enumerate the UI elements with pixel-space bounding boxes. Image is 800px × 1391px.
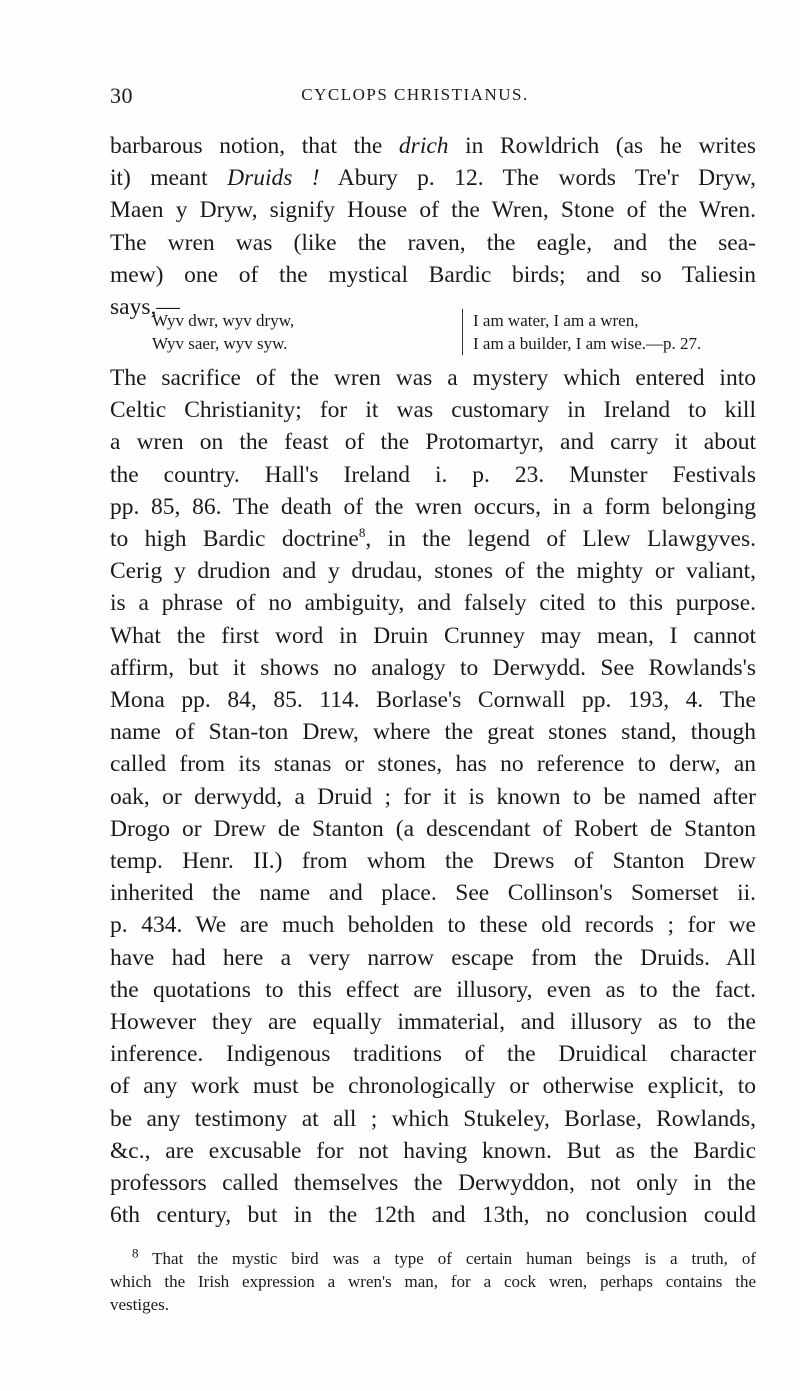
text-line: &c., are excusable for not having known. But as the Bardic [110,1137,756,1164]
text-line: mew) one of the mystical Bardic birds; and so Taliesin [110,261,756,288]
text-line: 6th century, but in the 12th and 13th, no conclusion could [110,1202,756,1229]
running-title: CYCLOPS CHRISTIANUS. [301,85,529,104]
text-line: pp. 85, 86. The death of the wren occurs, in a form belonging [110,493,756,520]
footnote-reference: 8 [358,525,366,541]
footnote-line: vestiges. [110,1295,170,1314]
text-line: have had here a very narrow escape from the Druids. All [110,944,756,971]
text-line: Maen y Dryw, signify House of the Wren, Stone of the Wren. [110,197,756,224]
text-line: inherited the name and place. See Collinson's Somerset ii. [110,880,756,907]
text-line: temp. Henr. II.) from whom the Drews of Stanton Drew [110,848,756,875]
text-line: professors called themselves the Derwyddon, not only in the [110,1170,756,1197]
text-line: the country. Hall's Ireland i. p. 23. Munster Festivals [110,461,756,488]
text-line: the quotations to this effect are illusory, even as to the fact. [110,976,756,1003]
text-line: Mona pp. 84, 85. 114. Borlase's Cornwall pp. 193, 4. The [110,687,756,714]
text-line: The wren was (like the raven, the eagle, and the sea- [110,229,756,256]
footnote-line: which the Irish expression a wren's man, for a cock wren, perhaps contains the [110,1272,756,1291]
text-line: p. 434. We are much beholden to these old records ; for we [110,912,756,939]
text-line: Cerig y drudion and y drudau, stones of the mighty or valiant, [110,558,756,585]
text-line: a wren on the feast of the Protomartyr, and carry it about [110,429,756,456]
running-head [110,83,720,113]
verse-english [462,309,793,355]
italic-term: Druids ! [227,165,320,192]
verse-welsh [152,309,432,355]
text-line: be any testimony at all ; which Stukeley, Borlase, Rowlands, [110,1105,756,1132]
page-number: 30 [110,83,133,108]
verse-line: I am water, I am a wren, [473,311,639,330]
text-line: Drogo or Drew de Stanton (a descendant of Robert de Stanton [110,815,756,842]
footnote-marker: 8 [132,1245,139,1261]
text-line: inference. Indigenous traditions of the Druidical character [110,1041,756,1068]
verse-line: I am a builder, I am wise.—p. 27. [473,334,702,353]
text-line: However they are equally immaterial, and illusory as to the [110,1009,756,1036]
text-line: barbarous notion, that the drich in Rowldrich (as he writes [110,133,756,159]
text-line: The sacrifice of the wren was a mystery which entered into [110,365,756,391]
text-line: is a phrase of no ambiguity, and falsely cited to this purpose. [110,590,756,617]
paragraph-2 [110,362,756,1231]
footnote [110,1247,756,1316]
text-line: it) meant Druids ! Abury p. 12. The words Tre'r Dryw, [110,165,756,192]
text-line: affirm, but it shows no analogy to Derwydd. See Rowlands's [110,654,756,681]
text-line: of any work must be chronologically or otherwise explicit, to [110,1073,756,1100]
verse-line: Wyv dwr, wyv dryw, [152,311,295,330]
verse-line: Wyv saer, wyv syw. [152,334,288,353]
text-line: to high Bardic doctrine$^8$, in the legend of Llew Llawgyves. [110,525,756,553]
footnote-line: $^8$ That the mystic bird was a type of certain human beings is a truth, of [132,1245,756,1268]
italic-term: drich [398,133,449,159]
paragraph-1 [110,130,756,323]
text-line: called from its stanas or stones, has no reference to derw, an [110,751,756,778]
text-line: says,— [110,294,180,321]
text-line: Celtic Christianity; for it was customary in Ireland to kill [110,397,756,424]
text-line: oak, or derwydd, a Druid ; for it is known to be named after [110,783,756,810]
text-line: What the first word in Druin Crunney may mean, I cannot [110,622,756,649]
text-line: name of Stan-ton Drew, where the great stones stand, though [110,719,756,746]
